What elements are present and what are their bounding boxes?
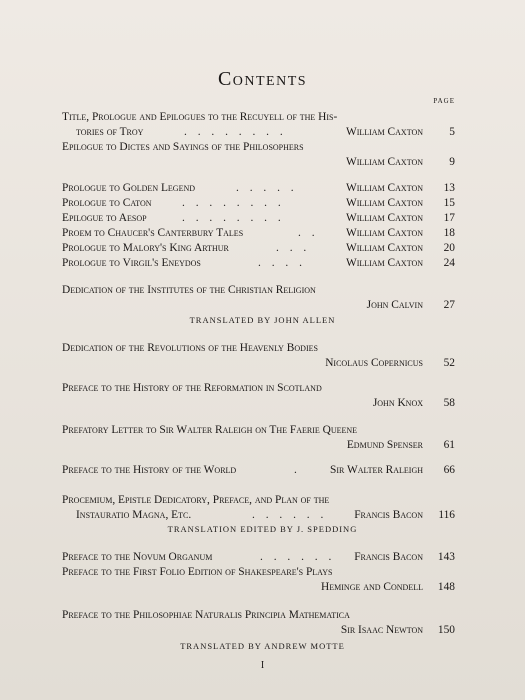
toc-line (62, 255, 455, 271)
entry-author: William Caxton (345, 242, 423, 254)
entry-title: Preface to the History of the Reformation in Scotland (62, 382, 322, 394)
dot-leader: . . . . . . (260, 551, 336, 563)
entry-page: 13 (443, 182, 455, 194)
toc-line (62, 422, 455, 438)
translator-credit: TRANSLATION EDITED BY J. SPEDDING (167, 524, 358, 534)
toc-line (62, 139, 455, 155)
entry-page: 150 (437, 624, 455, 636)
dot-leader: . . . . (258, 257, 306, 269)
entry-page: 66 (443, 464, 455, 476)
entry-title: Preface to the Novum Organum (62, 551, 213, 563)
page-folio: I (260, 660, 265, 671)
dot-leader: . . (298, 227, 319, 239)
dot-leader: . . . . . . . . (182, 212, 285, 224)
entry-author: John Knox (372, 397, 423, 409)
entry-title: Title, Prologue and Epilogues to the Recuyell of the His- (62, 111, 338, 123)
entry-author: Francis Bacon (354, 551, 423, 563)
toc-line (62, 507, 455, 523)
contents-title: Contents (217, 68, 308, 90)
toc-line (62, 109, 455, 125)
entry-title: Prologue to Caton (62, 197, 152, 209)
entry-author: Heminge and Condell (321, 581, 423, 593)
entry-author: William Caxton (345, 182, 423, 194)
entry-title: tories of Troy (76, 126, 144, 138)
toc-line (62, 240, 455, 256)
entry-author: William Caxton (345, 126, 423, 138)
toc-line (62, 380, 455, 396)
entry-title: Instauratio Magna, Etc. (76, 509, 192, 521)
entry-page: 52 (443, 357, 455, 369)
entry-page: 5 (449, 126, 455, 138)
toc-line (62, 195, 455, 211)
dot-leader: . (294, 464, 301, 476)
entry-page: 61 (443, 439, 455, 451)
entry-author: William Caxton (345, 156, 423, 168)
entry-page: 27 (443, 299, 455, 311)
toc-line (62, 355, 455, 371)
toc-line (62, 297, 455, 313)
entry-page: 20 (443, 242, 455, 254)
entry-author: William Caxton (345, 227, 423, 239)
entry-author: Sir Walter Raleigh (330, 464, 423, 476)
toc-line (62, 622, 455, 638)
toc-line (62, 282, 455, 298)
entry-author: William Caxton (345, 197, 423, 209)
toc-line (62, 607, 455, 623)
entry-page: 15 (443, 197, 455, 209)
entry-page: 18 (443, 227, 455, 239)
toc-line (62, 395, 455, 411)
toc-line (62, 492, 455, 508)
entry-title: Preface to the Philosophiae Naturalis Principia Mathematica (62, 609, 350, 621)
entry-page: 9 (449, 156, 455, 168)
entry-page: 24 (443, 257, 455, 269)
toc-line (62, 549, 455, 565)
entry-title: Dedication of the Institutes of the Christian Religion (62, 284, 316, 296)
entry-page: 17 (443, 212, 455, 224)
toc-line (62, 180, 455, 196)
toc-line (62, 340, 455, 356)
entry-title: Prologue to Virgil's Eneydos (62, 257, 201, 269)
entry-title: Proem to Chaucer's Canterbury Tales (62, 227, 244, 239)
entry-author: William Caxton (345, 212, 423, 224)
dot-leader: . . . . . (236, 182, 298, 194)
dot-leader: . . . . . . . . (182, 197, 285, 209)
toc-line (62, 210, 455, 226)
entry-title: Procemium, Epistle Dedicatory, Preface, and Plan of the (62, 494, 330, 506)
toc-line (62, 462, 455, 478)
dot-leader: . . . (276, 242, 311, 254)
entry-title: Preface to the First Folio Edition of Shakespeare's Plays (62, 566, 333, 578)
entry-title: Prefatory Letter to Sir Walter Raleigh on The Faerie Queene (62, 424, 358, 436)
entry-title: Dedication of the Revolutions of the Heavenly Bodies (62, 342, 318, 354)
entry-author: Edmund Spenser (346, 439, 423, 451)
entry-author: John Calvin (366, 299, 423, 311)
entry-page: 143 (437, 551, 455, 563)
entry-author: William Caxton (345, 257, 423, 269)
entry-author: Sir Isaac Newton (340, 624, 423, 636)
entry-page: 148 (437, 581, 455, 593)
entry-title: Preface to the History of the World (62, 464, 237, 476)
toc-line (62, 225, 455, 241)
toc-line (62, 437, 455, 453)
entry-page: 116 (438, 509, 455, 521)
toc-line (62, 154, 455, 170)
dot-leader: . . . . . . . . (184, 126, 287, 138)
toc-line (62, 124, 455, 140)
entry-title: Prologue to Malory's King Arthur (62, 242, 229, 254)
entry-title: Epilogue to Dictes and Sayings of the Philosophers (62, 141, 304, 153)
page-column-header: PAGE (433, 97, 455, 105)
entry-author: Nicolaus Copernicus (325, 357, 423, 369)
toc-line (62, 564, 455, 580)
translator-credit: TRANSLATED BY JOHN ALLEN (189, 315, 336, 325)
entry-author: Francis Bacon (354, 509, 423, 521)
toc-line (62, 579, 455, 595)
entry-title: Prologue to Golden Legend (62, 182, 196, 194)
entry-page: 58 (443, 397, 455, 409)
entry-title: Epilogue to Aesop (62, 212, 147, 224)
dot-leader: . . . . . . (252, 509, 328, 521)
translator-credit: TRANSLATED BY ANDREW MOTTE (180, 641, 345, 651)
